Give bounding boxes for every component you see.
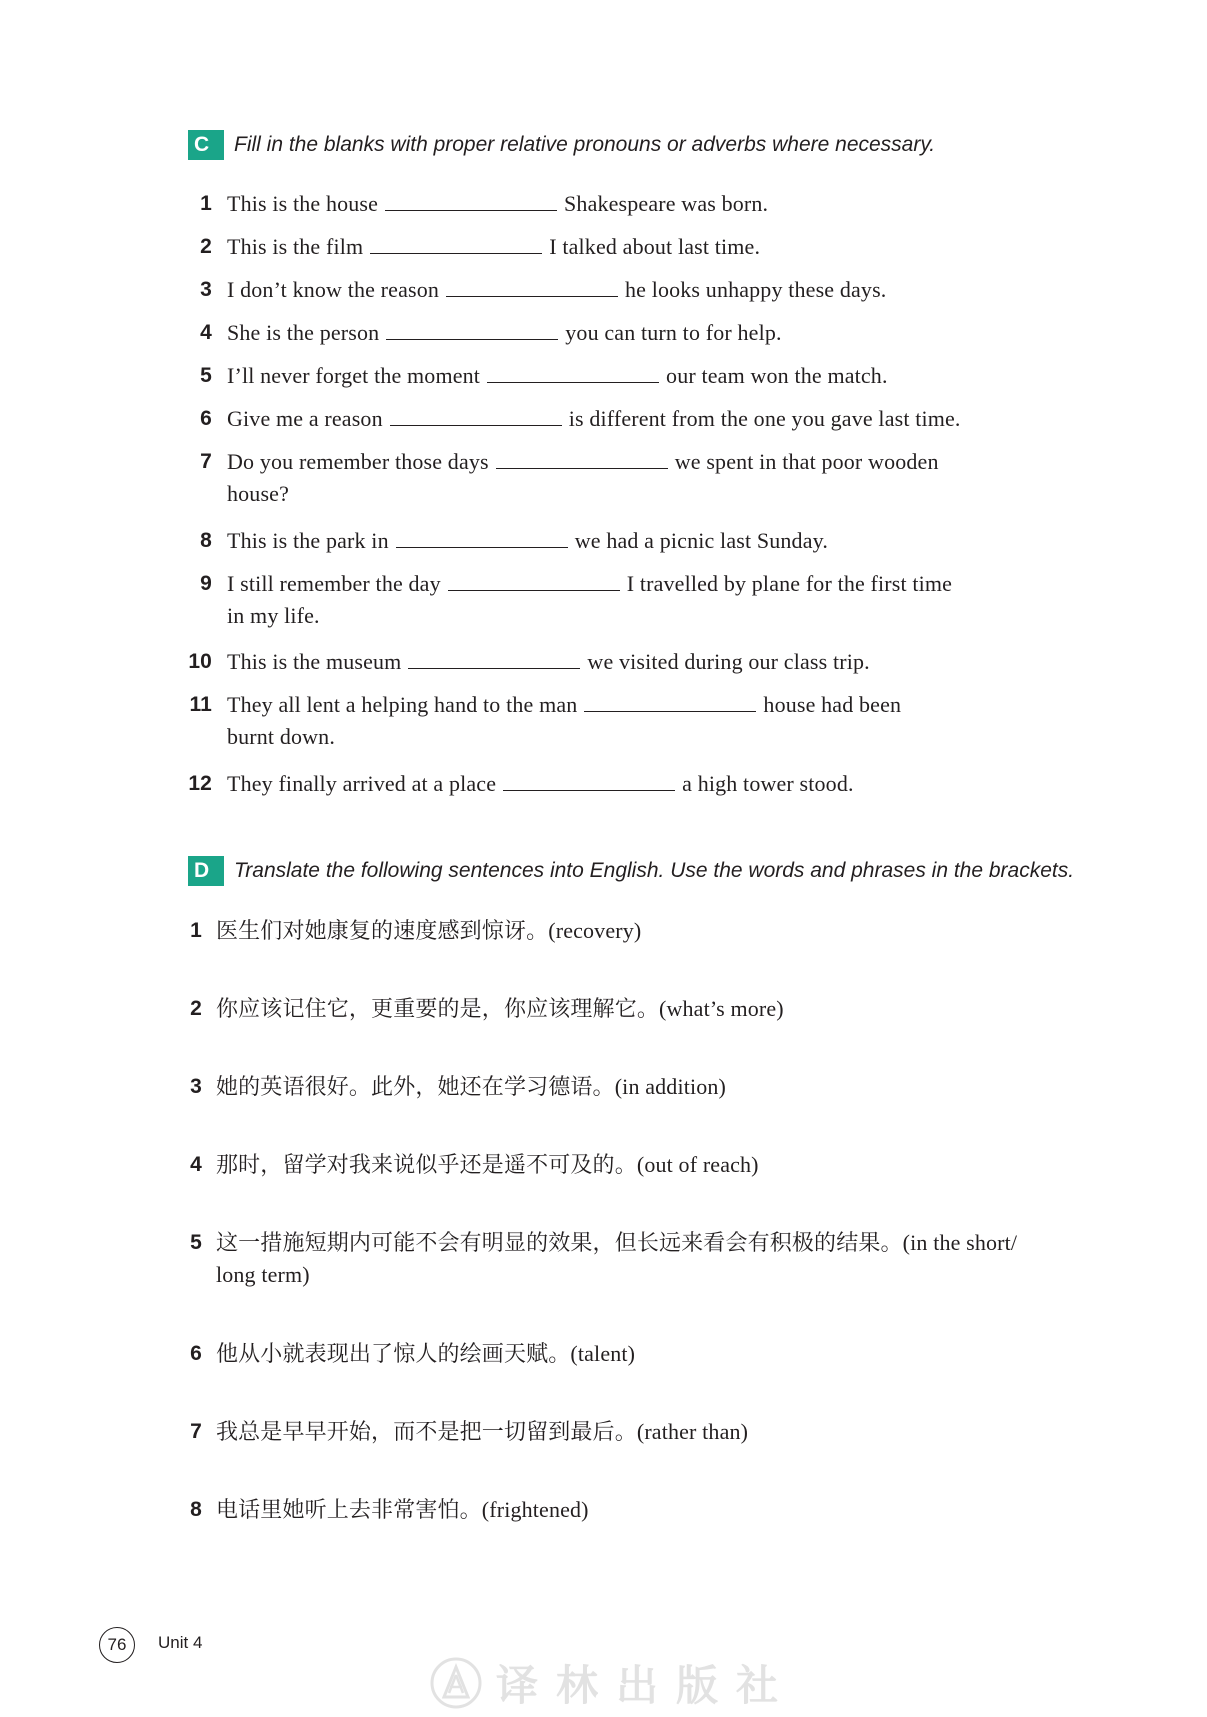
sentence-start: I don’t know the reason bbox=[227, 277, 439, 302]
answer-blank[interactable] bbox=[584, 693, 756, 712]
translation-prompt: 我总是早早开始，而不是把一切留到最后。(rather than) bbox=[216, 1419, 749, 1444]
translation-prompt: 电话里她听上去非常害怕。(frightened) bbox=[216, 1497, 589, 1522]
sentence-end: I travelled by plane for the first time bbox=[626, 571, 953, 596]
answer-blank[interactable] bbox=[370, 235, 542, 254]
item-number: 2 bbox=[190, 997, 202, 1020]
item-number: 7 bbox=[190, 1420, 202, 1443]
answer-blank[interactable] bbox=[386, 321, 558, 340]
item-number: 6 bbox=[200, 407, 212, 430]
answer-blank[interactable] bbox=[408, 650, 580, 669]
sentence-continuation: in my life. bbox=[227, 603, 320, 628]
sentence-start: This is the film bbox=[227, 234, 364, 259]
item-number: 2 bbox=[200, 235, 212, 258]
item-number: 8 bbox=[190, 1498, 202, 1521]
item-number: 1 bbox=[200, 192, 212, 215]
translation-prompt-continuation: long term) bbox=[216, 1262, 310, 1287]
sentence-continuation: burnt down. bbox=[227, 724, 335, 749]
answer-blank[interactable] bbox=[487, 364, 659, 383]
answer-blank[interactable] bbox=[385, 192, 557, 211]
sentence-continuation: house? bbox=[227, 481, 289, 506]
item-number: 3 bbox=[190, 1075, 202, 1098]
item-number: 6 bbox=[190, 1342, 202, 1365]
item-number: 10 bbox=[188, 650, 212, 673]
sentence-start: I still remember the day bbox=[227, 571, 441, 596]
watermark-text: 译林出版社 bbox=[496, 1661, 797, 1710]
unit-label: Unit 4 bbox=[158, 1633, 203, 1652]
section-d-header bbox=[188, 856, 1074, 886]
sentence-start: I’ll never forget the moment bbox=[227, 363, 481, 388]
sentence-end: I talked about last time. bbox=[549, 234, 761, 259]
sentence-start: This is the park in bbox=[227, 528, 389, 553]
page-number: 76 bbox=[99, 1627, 135, 1663]
sentence-start: This is the museum bbox=[227, 649, 402, 674]
sentence-end: he looks unhappy these days. bbox=[625, 277, 887, 302]
item-number: 3 bbox=[200, 278, 212, 301]
item-number: 1 bbox=[190, 919, 202, 942]
item-number: 4 bbox=[200, 321, 212, 344]
item-number: 8 bbox=[200, 529, 212, 552]
sentence-end: we spent in that poor wooden bbox=[674, 449, 939, 474]
item-number: 7 bbox=[200, 450, 212, 473]
translation-prompt: 医生们对她康复的速度感到惊讶。(recovery) bbox=[216, 918, 642, 943]
sentence-start: Do you remember those days bbox=[227, 449, 489, 474]
sentence-end: a high tower stood. bbox=[682, 771, 854, 796]
item-number: 4 bbox=[190, 1153, 202, 1176]
translation-prompt: 他从小就表现出了惊人的绘画天赋。(talent) bbox=[216, 1341, 636, 1366]
answer-blank[interactable] bbox=[396, 529, 568, 548]
item-number: 11 bbox=[189, 693, 212, 716]
translation-prompt: 你应该记住它，更重要的是，你应该理解它。(what’s more) bbox=[216, 996, 784, 1021]
answer-blank[interactable] bbox=[446, 278, 618, 297]
answer-blank[interactable] bbox=[448, 572, 620, 591]
translation-prompt: 这一措施短期内可能不会有明显的效果，但长远来看会有积极的结果。(in the short/ bbox=[216, 1230, 1018, 1255]
answer-blank[interactable] bbox=[496, 450, 668, 469]
sentence-end: house had been bbox=[763, 692, 902, 717]
publisher-watermark bbox=[430, 1655, 796, 1711]
sentence-start: They all lent a helping hand to the man bbox=[227, 692, 578, 717]
publisher-logo-icon bbox=[430, 1657, 482, 1709]
sentence-start: They finally arrived at a place bbox=[227, 771, 497, 796]
section-d-instruction: Translate the following sentences into English. Use the words and phrases in the brackets. bbox=[234, 859, 1075, 882]
section-c-header bbox=[188, 130, 935, 160]
item-number: 5 bbox=[190, 1231, 202, 1254]
sentence-end: is different from the one you gave last time. bbox=[568, 406, 961, 431]
answer-blank[interactable] bbox=[390, 407, 562, 426]
sentence-start: Give me a reason bbox=[227, 406, 383, 431]
item-number: 12 bbox=[188, 772, 212, 795]
item-number: 5 bbox=[200, 364, 212, 387]
section-c-label: C bbox=[188, 130, 224, 160]
section-d-label: D bbox=[188, 856, 224, 886]
item-number: 9 bbox=[200, 572, 212, 595]
sentence-end: we visited during our class trip. bbox=[587, 649, 870, 674]
sentence-end: our team won the match. bbox=[666, 363, 888, 388]
section-c-instruction: Fill in the blanks with proper relative pronouns or adverbs where necessary. bbox=[234, 133, 936, 156]
sentence-start: This is the house bbox=[227, 191, 379, 216]
sentence-end: we had a picnic last Sunday. bbox=[574, 528, 828, 553]
sentence-end: Shakespeare was born. bbox=[564, 191, 769, 216]
answer-blank[interactable] bbox=[503, 772, 675, 791]
sentence-start: She is the person bbox=[227, 320, 380, 345]
sentence-end: you can turn to for help. bbox=[565, 320, 782, 345]
translation-prompt: 她的英语很好。此外，她还在学习德语。(in addition) bbox=[216, 1074, 727, 1099]
translation-prompt: 那时，留学对我来说似乎还是遥不可及的。(out of reach) bbox=[216, 1152, 759, 1177]
